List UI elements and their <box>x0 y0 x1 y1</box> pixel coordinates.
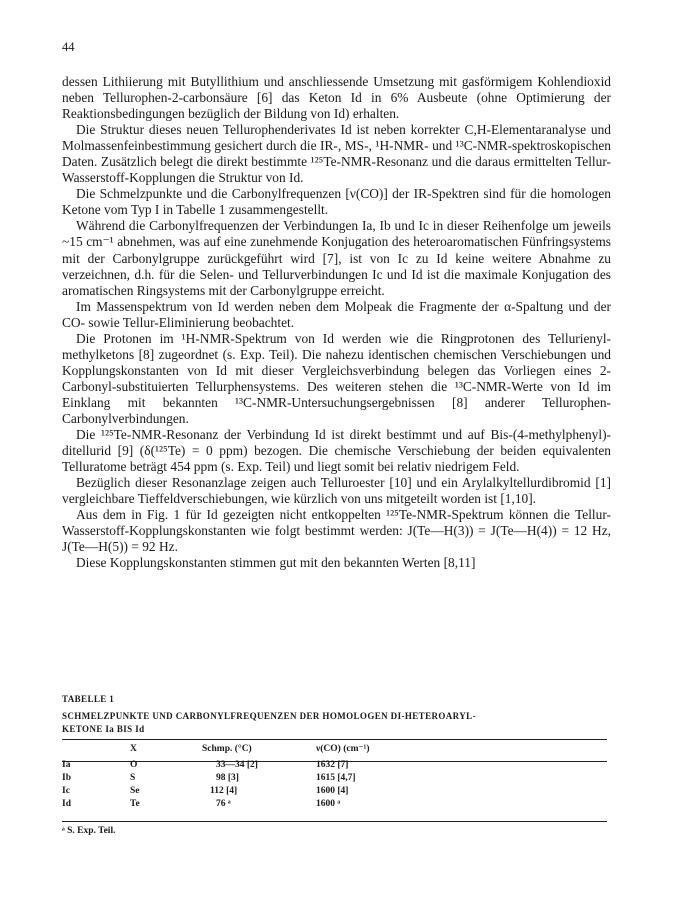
paragraph: Die Schmelzpunkte und die Carbonylfrequenzen [ν(CO)] der IR-Spektren sind für die homologen Ketone vom Typ I in Tabelle 1 zusammengestellt. <box>62 186 611 218</box>
paragraph: Aus dem in Fig. 1 für Id gezeigten nicht entkoppelten ¹²⁵Te-NMR-Spektrum können die Tellur-Wasserstoff-Kopplungskonstanten wie folgt bestimmt werden: J(Te—H(3)) = J(Te—H(4)) = 12 Hz, J(Te—H(5)) = 92 Hz. <box>62 507 611 555</box>
table-cell: 98 [3] <box>216 773 239 783</box>
table-cell: Ic <box>62 786 70 796</box>
table-cell: 1632 [7] <box>316 760 349 770</box>
table-cell: 1600 ᵃ <box>316 799 341 809</box>
paragraph: Diese Kopplungskonstanten stimmen gut mit den bekannten Werten [8,11] <box>76 555 476 571</box>
table-row <box>62 759 607 772</box>
table-cell: Se <box>130 786 140 796</box>
table-title: SCHMELZPUNKTE UND CARBONYLFREQUENZEN DER HOMOLOGEN DI-HETEROARYL- <box>62 711 476 721</box>
paragraph: dessen Lithiierung mit Butyllithium und anschliessende Umsetzung mit gasförmigem Kohlendioxid neben Tellurophen-2-carbonsäure [6] das Keton Id in 6% Ausbeute (ohne Optimierung der Reaktionsbedingungen bezüglich der Bildung von Id) erhalten. <box>62 74 611 122</box>
table-header-row <box>62 743 607 759</box>
table-cell: Id <box>62 799 71 809</box>
paragraph: Die Struktur dieses neuen Tellurophenderivates Id ist neben korrekter C,H-Elementaranalyse und Molmassenfeinbestimmung gesichert durch die IR-, MS-, ¹H-NMR- und ¹³C-NMR-spektroskopischen Daten. Zusätzlich belegt die direkt bestimmte ¹²⁵Te-NMR-Resonanz und die daraus ermittelten Tellur-Wasserstoff-Kopplungen die Struktur von Id. <box>62 122 611 186</box>
paragraph: Während die Carbonylfrequenzen der Verbindungen Ia, Ib und Ic in dieser Reihenfolge um jeweils ~15 cm⁻¹ abnehmen, was auf eine zunehmende Konjugation des heteroaromatischen Fünfringsystems mit der Carbonylgruppe zurückgeführt wird [7], ist von Ic zu Id keine weitere Abnahme zu verzeichnen, d.h. für die Selen- und Tellurverbindungen Ic und Id ist die maximale Konjugation des aromatischen Ringsystems mit der Carbonylgruppe erreicht. <box>62 218 611 298</box>
column-header: ν(CO) (cm⁻¹) <box>316 744 370 754</box>
paragraph: Die Protonen im ¹H-NMR-Spektrum von Id werden wie die Ringprotonen des Tellurienyl-methylketons [8] zugeordnet (s. Exp. Teil). Die nahezu identischen chemischen Verschiebungen und Kopplungskonstanten von Id mit dieser Vergleichsverbindung belegen das Vorliegen eines 2-Carbonyl-substituierten Tellurphensystems. Des weiteren stehen die ¹³C-NMR-Werte von Id im Einklang mit bekannten ¹³C-NMR-Untersuchungsergebnissen [8] anderer Tellurophen-Carbonylverbindungen. <box>62 330 611 426</box>
table-caption <box>62 693 622 736</box>
table-cell: 33—34 [2] <box>216 760 258 770</box>
table-row <box>62 772 607 785</box>
column-header: Schmp. (°C) <box>202 744 252 754</box>
paragraph: Im Massenspektrum von Id werden neben dem Molpeak die Fragmente der α-Spaltung und der CO- sowie Tellur-Eliminierung beobachtet. <box>62 298 611 330</box>
table-cell: O <box>130 760 138 770</box>
table-cell: 1615 [4,7] <box>316 773 356 783</box>
paragraph: Bezüglich dieser Resonanzlage zeigen auch Telluroester [10] und ein Arylalkyltellurdibromid [1] vergleichbare Tieffeldverschiebungen, wie kürzlich von uns mitgeteilt worden ist [1,10]. <box>62 475 611 507</box>
table-cell: 1600 [4] <box>316 786 349 796</box>
table-cell: Te <box>130 799 140 809</box>
table-cell: 112 [4] <box>210 786 238 796</box>
table-footnote: ᵃ S. Exp. Teil. <box>62 826 116 836</box>
page-number: 44 <box>62 40 75 54</box>
paragraph: Die ¹²⁵Te-NMR-Resonanz der Verbindung Id ist direkt bestimmt und auf Bis-(4-methylphenyl)-ditellurid [9] (δ(¹²⁵Te) = 0 ppm) bezogen. Die chemische Verschiebung der beiden equivalenten Telluratome beträgt 454 ppm (s. Exp. Teil) und liegt somit bei relativ niedrigem Feld. <box>62 427 611 475</box>
table-row <box>62 785 607 798</box>
column-header: X <box>130 744 137 754</box>
table-cell: S <box>130 773 136 783</box>
table-cell: 76 ᵃ <box>216 799 231 809</box>
table-title: KETONE Ia BIS Id <box>62 724 145 734</box>
table-cell: Ia <box>62 760 71 770</box>
table-top-rule <box>62 739 607 740</box>
data-table <box>62 743 607 811</box>
table-label: TABELLE 1 <box>62 694 115 704</box>
table-cell: Ib <box>62 773 71 783</box>
body-text <box>62 74 611 571</box>
table-row <box>62 798 607 811</box>
table-bottom-rule <box>62 821 607 822</box>
column-header <box>62 743 130 759</box>
